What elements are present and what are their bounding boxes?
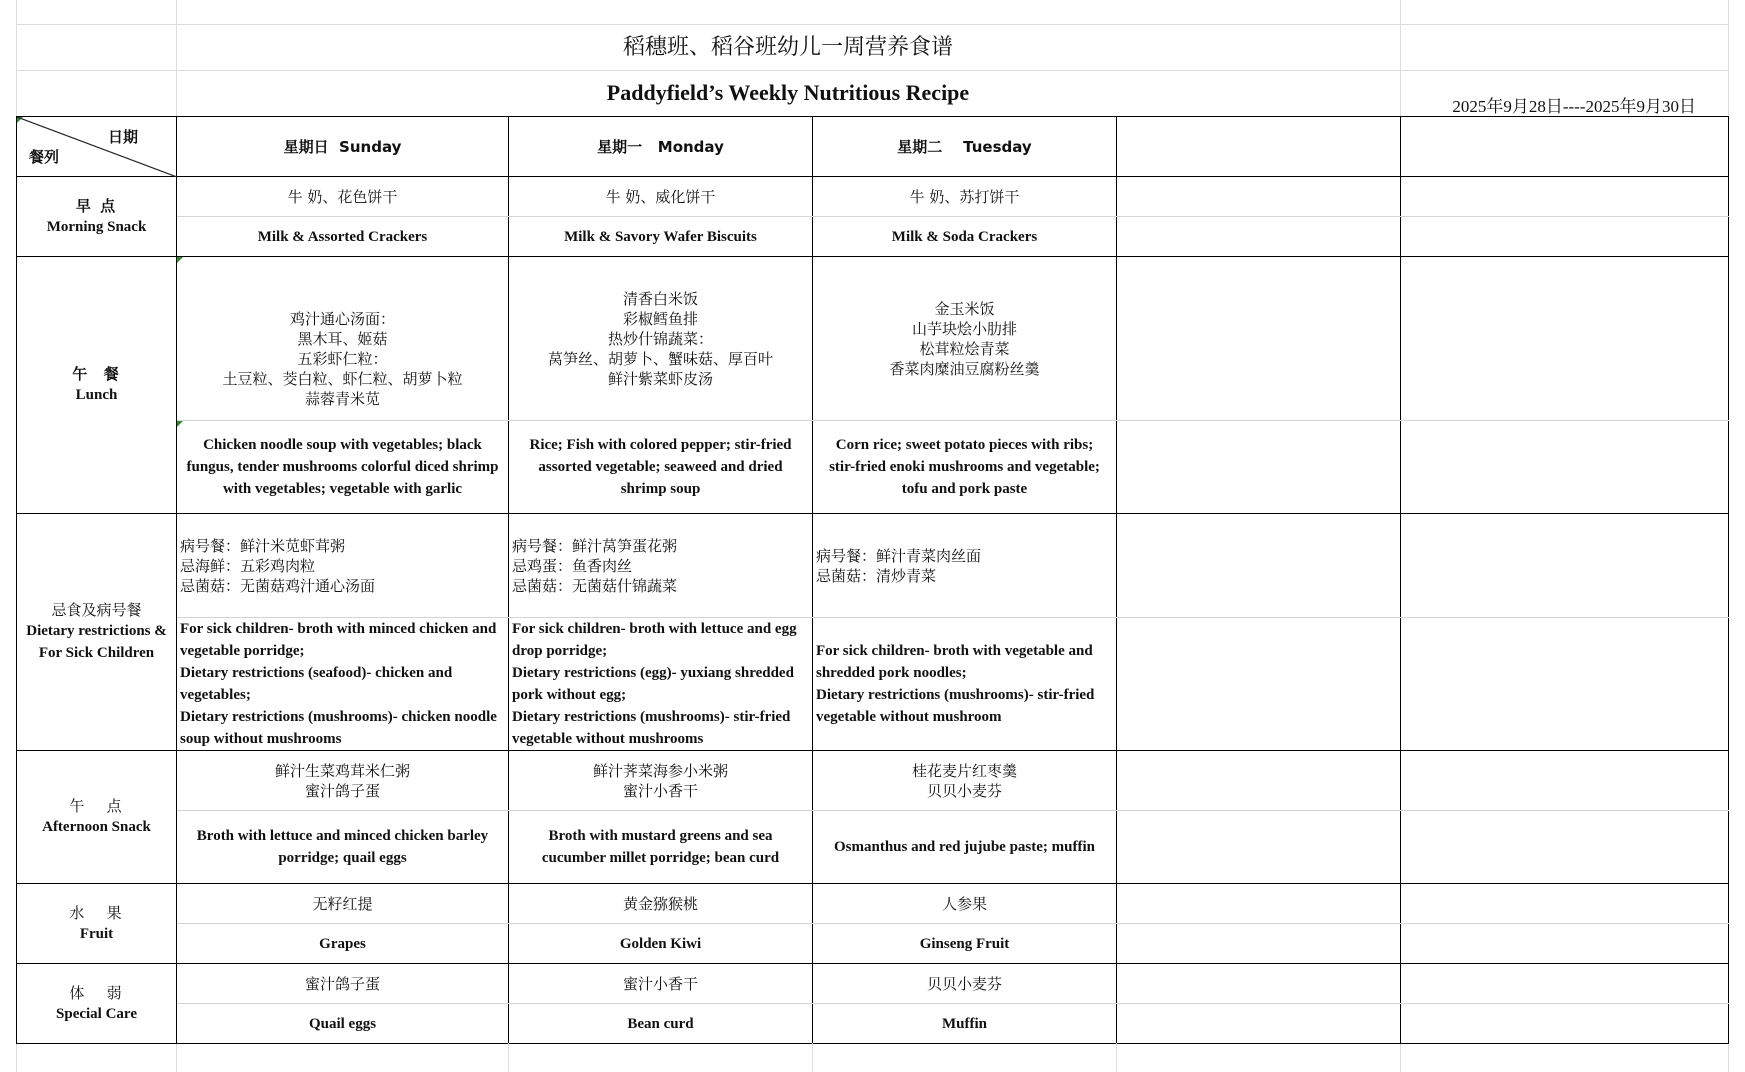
menu-cell-en: Milk & Savory Wafer Biscuits xyxy=(509,217,813,257)
sheet-gridline xyxy=(508,1043,509,1072)
menu-cell-cn: 人参果 xyxy=(813,884,1117,924)
table-row-afternoon-snack-en xyxy=(17,811,1729,884)
table-row-dietary-en xyxy=(17,618,1729,751)
menu-cell-cn: 无籽红提 xyxy=(177,884,509,924)
menu-cell-cn: 牛 奶、苏打饼干 xyxy=(813,177,1117,217)
row-label-special-care xyxy=(17,964,177,1044)
menu-cell-empty xyxy=(1117,751,1401,811)
table-row-lunch-en xyxy=(17,421,1729,514)
menu-cell-cn: 鲜汁荠菜海参小米粥 蜜汁小香干 xyxy=(509,751,813,811)
menu-cell-cn: 病号餐：鲜汁莴笋蛋花粥 忌鸡蛋：鱼香肉丝 忌菌菇：无菌菇什锦蔬菜 xyxy=(509,514,813,618)
table-row-afternoon-snack xyxy=(17,751,1729,811)
menu-cell-cn: 病号餐：鲜汁米苋虾茸粥 忌海鲜：五彩鸡肉粒 忌菌菇：无菌菇鸡汁通心汤面 xyxy=(177,514,509,618)
row-label-dietary xyxy=(17,514,177,751)
table-row-morning-snack xyxy=(17,177,1729,217)
row-label-cn: 体 弱 xyxy=(69,983,124,1002)
row-label-en: Lunch xyxy=(75,387,118,403)
menu-cell-en: Quail eggs xyxy=(177,1004,509,1044)
menu-cell-en: Corn rice; sweet potato pieces with ribs; stir-fried enoki mushrooms and vegetable; tofu and pork paste xyxy=(813,421,1117,514)
table-row-fruit xyxy=(17,884,1729,924)
menu-cell-en: Grapes xyxy=(177,924,509,964)
menu-cell-en: Milk & Soda Crackers xyxy=(813,217,1117,257)
menu-cell-cn: 鲜汁生菜鸡茸米仁粥 蜜汁鸽子蛋 xyxy=(177,751,509,811)
lunch-sunday-cn: 鸡汁通心汤面： 黑木耳、姬菇 五彩虾仁粒： 土豆粒、茭白粒、虾仁粒、胡萝卜粒 蒜蓉青米苋 xyxy=(222,309,463,408)
menu-cell-empty xyxy=(1401,811,1729,884)
menu-cell-en: Ginseng Fruit xyxy=(813,924,1117,964)
row-label-cn: 水 果 xyxy=(69,903,124,922)
menu-cell-empty xyxy=(1401,514,1729,618)
menu-cell-cn: 牛 奶、花色饼干 xyxy=(177,177,509,217)
row-label-lunch xyxy=(17,257,177,514)
day-header-empty xyxy=(1117,117,1401,177)
menu-cell-empty xyxy=(1117,421,1401,514)
menu-cell-en: Osmanthus and red jujube paste; muffin xyxy=(813,811,1117,884)
sheet-gridline xyxy=(16,70,1729,71)
menu-cell-cn: 桂花麦片红枣羹 贝贝小麦芬 xyxy=(813,751,1117,811)
menu-cell-cn: 黄金猕猴桃 xyxy=(509,884,813,924)
row-label-cn: 早 点 xyxy=(75,196,118,215)
row-label-en: Fruit xyxy=(79,925,114,942)
day-header-empty xyxy=(1401,117,1729,177)
menu-cell-en: For sick children- broth with minced chicken and vegetable porridge; Dietary restrictions (seafood)- chicken and vegetables; Dietary restrictions (mushrooms)- chicken noodle soup without mushrooms xyxy=(177,618,509,751)
menu-cell-empty xyxy=(1401,751,1729,811)
table-row-fruit-en xyxy=(17,924,1729,964)
row-label-afternoon-snack xyxy=(17,751,177,884)
menu-cell-empty xyxy=(1401,964,1729,1004)
menu-cell-en: For sick children- broth with vegetable and shredded pork noodles; Dietary restrictions (mushrooms)- stir-fried vegetable without mushroom xyxy=(813,618,1117,751)
menu-cell-en: Broth with lettuce and minced chicken barley porridge; quail eggs xyxy=(177,811,509,884)
menu-cell-cn: 牛 奶、威化饼干 xyxy=(509,177,813,217)
table-row-special-care-en xyxy=(17,1004,1729,1044)
row-label-morning-snack xyxy=(17,177,177,257)
table-row-morning-snack-en xyxy=(17,217,1729,257)
day-header-sunday: 星期日 Sunday xyxy=(177,117,509,177)
comment-marker-icon xyxy=(177,257,183,263)
menu-cell-en: Rice; Fish with colored pepper; stir-fried assorted vegetable; seaweed and dried shrimp soup xyxy=(509,421,813,514)
menu-cell-empty xyxy=(1117,177,1401,217)
row-label-en: Dietary restrictions & For Sick Children xyxy=(26,623,167,661)
row-label-cn: 午 餐 xyxy=(72,365,121,383)
menu-cell-cn: 清香白米饭 彩椒鳕鱼排 热炒什锦蔬菜： 莴笋丝、胡萝卜、蟹味菇、厚百叶 鲜汁紫菜虾皮汤 xyxy=(509,257,813,421)
menu-cell-empty xyxy=(1117,257,1401,421)
menu-cell-en: Golden Kiwi xyxy=(509,924,813,964)
menu-cell-en: Broth with mustard greens and sea cucumber millet porridge; bean curd xyxy=(509,811,813,884)
menu-cell-en: Bean curd xyxy=(509,1004,813,1044)
menu-cell-empty xyxy=(1401,924,1729,964)
header-row xyxy=(17,117,1729,177)
menu-cell-en: Milk & Assorted Crackers xyxy=(177,217,509,257)
corner-meal-label: 餐列 xyxy=(29,148,60,166)
day-header-monday: 星期一 Monday xyxy=(509,117,813,177)
row-label-en: Special Care xyxy=(56,1005,137,1022)
menu-cell-en xyxy=(177,421,509,514)
comment-marker-icon xyxy=(177,421,183,427)
menu-cell-empty xyxy=(1117,924,1401,964)
menu-cell-cn: 金玉米饭 山芋块烩小肋排 松茸粒烩青菜 香菜肉糜油豆腐粉丝羹 xyxy=(813,257,1117,421)
menu-cell-cn: 病号餐：鲜汁青菜肉丝面 忌菌菇：清炒青菜 xyxy=(813,514,1117,618)
menu-cell-empty xyxy=(1401,217,1729,257)
menu-cell-empty xyxy=(1401,884,1729,924)
row-label-fruit xyxy=(17,884,177,964)
menu-cell-empty xyxy=(1117,514,1401,618)
sheet-gridline xyxy=(16,24,1729,25)
menu-cell-empty xyxy=(1117,811,1401,884)
table-row-special-care xyxy=(17,964,1729,1004)
table-row-lunch xyxy=(17,257,1729,421)
date-range: 2025年9月28日----2025年9月30日 xyxy=(1452,97,1696,116)
menu-cell-empty xyxy=(1117,884,1401,924)
menu-cell-empty xyxy=(1117,618,1401,751)
corner-date-label: 日期 xyxy=(107,128,138,146)
menu-cell-cn: 蜜汁鸽子蛋 xyxy=(177,964,509,1004)
document-title-en: Paddyfield’s Weekly Nutritious Recipe xyxy=(606,80,970,105)
menu-cell-empty xyxy=(1401,177,1729,217)
lunch-sunday-en: Chicken noodle soup with vegetables; black fungus, tender mushrooms colorful diced shrimp with vegetables; vegetable with garlic xyxy=(186,437,499,497)
menu-cell-cn: 蜜汁小香干 xyxy=(509,964,813,1004)
menu-cell-empty xyxy=(1401,257,1729,421)
row-label-en: Morning Snack xyxy=(46,218,147,235)
corner-header-cell xyxy=(17,117,177,177)
day-header-tuesday: 星期二 Tuesday xyxy=(813,117,1117,177)
menu-cell-cn: 贝贝小麦芬 xyxy=(813,964,1117,1004)
row-label-cn: 午 点 xyxy=(69,797,124,815)
menu-cell-empty xyxy=(1117,1004,1401,1044)
recipe-table xyxy=(16,116,1729,1044)
menu-cell-cn xyxy=(177,257,509,421)
row-label-en: Afternoon Snack xyxy=(42,819,151,835)
menu-cell-en: Muffin xyxy=(813,1004,1117,1044)
menu-cell-empty xyxy=(1117,964,1401,1004)
menu-cell-en: For sick children- broth with lettuce and egg drop porridge; Dietary restrictions (egg)- yuxiang shredded pork without egg; Dietary restrictions (mushrooms)- stir-fried vegetable without mushrooms xyxy=(509,618,813,751)
sheet-gridline xyxy=(1116,1043,1117,1072)
sheet-gridline xyxy=(812,1043,813,1072)
document-title-cn: 稻穗班、稻谷班幼儿一周营养食谱 xyxy=(622,35,953,60)
menu-cell-empty xyxy=(1117,217,1401,257)
row-label-cn: 忌食及病号餐 xyxy=(51,601,142,619)
menu-cell-empty xyxy=(1401,618,1729,751)
table-row-dietary xyxy=(17,514,1729,618)
menu-cell-empty xyxy=(1401,421,1729,514)
menu-cell-empty xyxy=(1401,1004,1729,1044)
